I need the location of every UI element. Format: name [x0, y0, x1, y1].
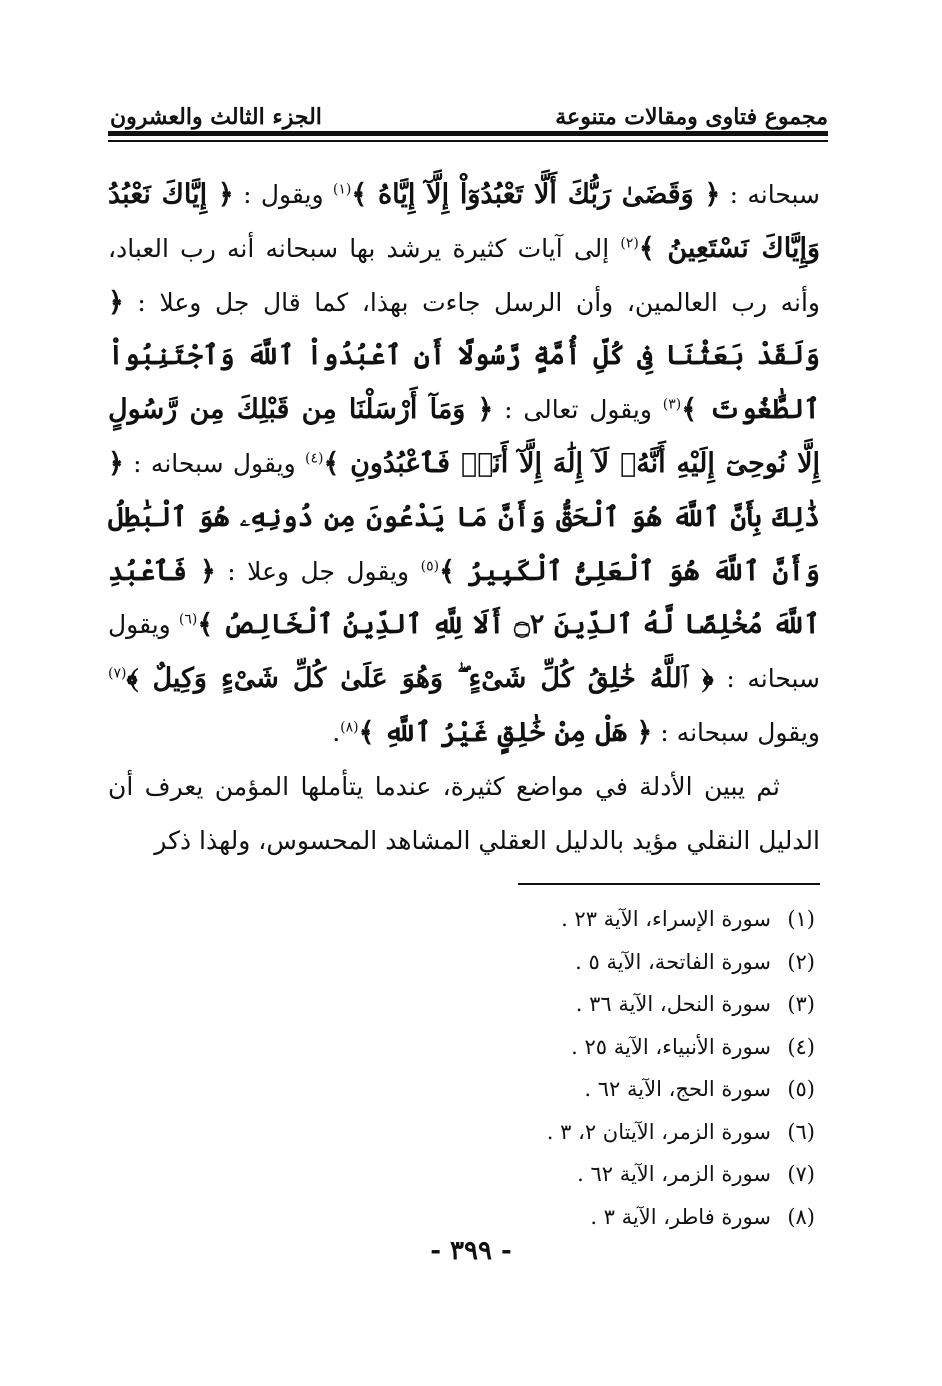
footnote-number: (١) — [787, 907, 815, 931]
footnote-text: سورة الزمر، الآية ٦٢ . — [577, 1162, 771, 1186]
footnote-text: سورة الفاتحة، الآية ٥ . — [575, 949, 771, 974]
footnote-ref[interactable]: (٨) — [340, 719, 359, 736]
page-number: - ٣٩٩ - — [430, 1236, 512, 1266]
footnote-item — [420, 1026, 815, 1069]
footnote-number: (٧) — [787, 1162, 815, 1186]
footnote-ref[interactable]: (٦) — [178, 612, 198, 629]
quran-verse: ﴿ فَٱعْبُدِ ٱللَّهَ مُخْلِصًا لَّهُ ٱلدِّينَ ۝٢ أَلَا لِلَّهِ ٱلدِّينُ ٱلْخَالِصُ ﴾ — [108, 555, 820, 641]
footnote-text: سورة الأنبياء، الآية ٢٥ . — [571, 1034, 771, 1059]
text-run: ويقول سبحانه : — [652, 717, 820, 747]
footnote-ref[interactable]: (٣) — [662, 396, 682, 413]
footnote-text: سورة فاطر، الآية ٣ . — [590, 1204, 771, 1229]
book-title: مجموع فتاوى ومقالات متنوعة — [555, 104, 828, 130]
quran-verse: ﴿ ٱللَّهُ خَٰلِقُ كُلِّ شَىْءٍ ۖ وَهُوَ عَلَىٰ كُلِّ شَىْءٍ وَكِيلٌ ﴾ — [126, 663, 714, 695]
text-run: ويقول : — [233, 180, 333, 209]
quran-verse: ﴿ وَقَضَىٰ رَبُّكَ أَلَّا تَعْبُدُوٓاْ إِلَّآ إِيَّاهُ ﴾ — [351, 179, 721, 210]
quran-verse: ﴿ هَلْ مِنْ خَٰلِقٍ غَيْرُ ٱللَّهِ ﴾ — [358, 716, 653, 748]
quran-verse: ﴿ ذَٰلِكَ بِأَنَّ ٱللَّهَ هُوَ ٱلْحَقُّ وَأَنَّ مَا يَدْعُونَ مِن دُونِهِۦ هُوَ ٱلْبَٰطِلُ وَأَنَّ ٱللَّهَ هُوَ ٱلْعَلِىُّ ٱلْكَبِيرُ ﴾ — [108, 447, 821, 587]
footnote-divider — [518, 883, 820, 885]
footnote-text: سورة الحج، الآية ٦٢ . — [584, 1077, 771, 1101]
footnote-number: (٨) — [787, 1204, 815, 1229]
footnote-text: سورة الزمر، الآيتان ٢، ٣ . — [546, 1119, 771, 1144]
text-run: . — [332, 717, 341, 747]
footnote-item — [420, 983, 815, 1026]
footnote-item — [420, 1196, 815, 1239]
main-text — [108, 168, 820, 867]
header-rule-thick — [108, 131, 828, 136]
paragraph-1 — [108, 168, 820, 760]
text-run: ويقول جل وعلا : — [215, 556, 421, 586]
footnote-number: (٤) — [787, 1034, 815, 1059]
text-run: ويقول سبحانه : — [108, 610, 820, 694]
footnote-number: (٦) — [787, 1119, 815, 1144]
footnote-ref[interactable]: (٤) — [304, 450, 324, 467]
footnote-item — [420, 1153, 815, 1196]
footnote-item — [420, 1068, 815, 1111]
footnotes-list — [420, 898, 815, 1238]
footnote-number: (٣) — [787, 992, 815, 1016]
text-run: ويقول سبحانه : — [123, 448, 305, 478]
footnote-ref[interactable]: (٢) — [620, 235, 639, 252]
footnote-ref[interactable]: (٧) — [108, 665, 127, 682]
footnote-ref[interactable]: (١) — [332, 181, 352, 198]
volume-label: الجزء الثالث والعشرون — [110, 104, 322, 130]
page-header — [110, 90, 828, 130]
quran-verse: ﴿ وَمَآ أَرْسَلْنَا مِن قَبْلِكَ مِن رَّسُولٍ إِلَّا نُوحِىٓ إِلَيْهِ أَنَّهُۥ لَآ إِلَٰهَ إِلَّآ أَنَا۠ فَٱعْبُدُونِ ﴾ — [108, 394, 820, 479]
footnote-text: سورة النحل، الآية ٣٦ . — [575, 992, 771, 1016]
footnote-text: سورة الإسراء، الآية ٢٣ . — [561, 907, 771, 931]
footnote-number: (٢) — [787, 949, 815, 974]
text-run: إلى آيات كثيرة يرشد بها سبحانه أنه رب العباد، وأنه رب العالمين، وأن الرسل جاءت بهذا، كما قال جل وعلا : — [108, 233, 820, 317]
footnote-item — [420, 941, 815, 984]
footnote-number: (٥) — [787, 1077, 815, 1101]
text-run: سبحانه : — [720, 180, 820, 209]
footnote-item — [420, 1111, 815, 1154]
header-rule-thin — [108, 140, 828, 142]
paragraph-2: ثم يبين الأدلة في مواضع كثيرة، عندما يتأملها المؤمن يعرف أن الدليل النقلي مؤيد بالدليل العقلي المشاهد المحسوس، ولهذا ذكر — [108, 771, 820, 855]
text-run: ويقول تعالى : — [493, 395, 663, 425]
footnote-item — [420, 898, 815, 941]
footnote-ref[interactable]: (٥) — [420, 558, 440, 575]
quran-verse: ﴿ إِيَّاكَ نَعْبُدُ وَإِيَّاكَ نَسْتَعِينُ ﴾ — [108, 179, 820, 264]
quran-verse: ﴿ وَلَقَدْ بَعَثْنَا فِى كُلِّ أُمَّةٍ رَّسُولًا أَنِ ٱعْبُدُواْ ٱللَّهَ وَٱجْتَنِبُواْ ٱلطَّٰغُوتَ ﴾ — [108, 286, 820, 426]
